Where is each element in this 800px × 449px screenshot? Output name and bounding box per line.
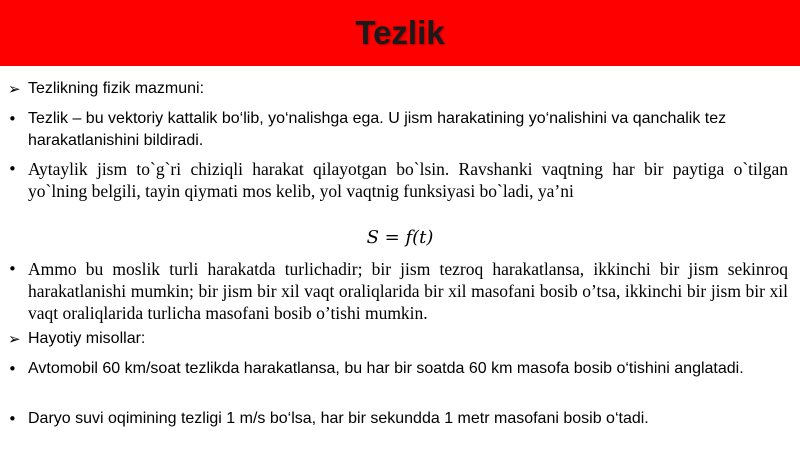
title-bar: [0, 0, 800, 66]
bullet-item-car-example: • Avtomobil 60 km/soat tezlikda harakatlansa, bu har bir soatda 60 km masofa bosib o‘tishini anglatadi.: [8, 360, 744, 378]
bullet-item-comparison: • Ammo bu moslik turli harakatda turlichadir; bir jism tezroq harakatlansa, ikkinchi bir jism sekinroq harakatlanishi mumkin; bir jism bir xil vaqt oraliqlarida bir xil masofani bosib o’tsa, ikkinchi bir jism bir xil vaqt oraliqlarida turlicha masofani bosib o’tishi mumkin.: [8, 259, 788, 323]
page-title: Tezlik: [355, 14, 445, 51]
section-heading-physics: ➢ Tezlikning fizik mazmuni:: [8, 80, 205, 98]
bullet-icon: •: [8, 410, 17, 428]
bullet-icon: •: [8, 260, 17, 278]
bullet-item-vector: • Tezlik – bu vektoriy kattalik bo‘lib, yo‘nalishga ega. U jism harakatining yo‘nalishini va qanchalik tez harakatlanishini bildiradi.: [8, 110, 727, 149]
arrow-bullet-icon: ➢: [8, 330, 21, 348]
section-heading-examples: ➢ Hayotiy misollar:: [8, 330, 146, 348]
bullet-item-river-example: • Daryo suvi oqimining tezligi 1 m/s bo‘lsa, har bir sekundda 1 metr masofani bosib o‘tadi.: [8, 410, 649, 428]
arrow-bullet-icon: ➢: [8, 80, 21, 98]
bullet-icon: •: [8, 160, 17, 178]
formula: S = f(t): [366, 227, 434, 248]
bullet-item-straight-motion: • Aytaylik jism to`g`ri chiziqli harakat qilayotgan bo`lsin. Ravshanki vaqtning har bir paytiga o`tilgan yo`lning belgili, tayin qiymati mos kelib, yol vaqtnig funksiyasi bo`ladi, ya’ni: [8, 159, 788, 201]
bullet-icon: •: [8, 110, 17, 128]
bullet-icon: •: [8, 360, 17, 378]
